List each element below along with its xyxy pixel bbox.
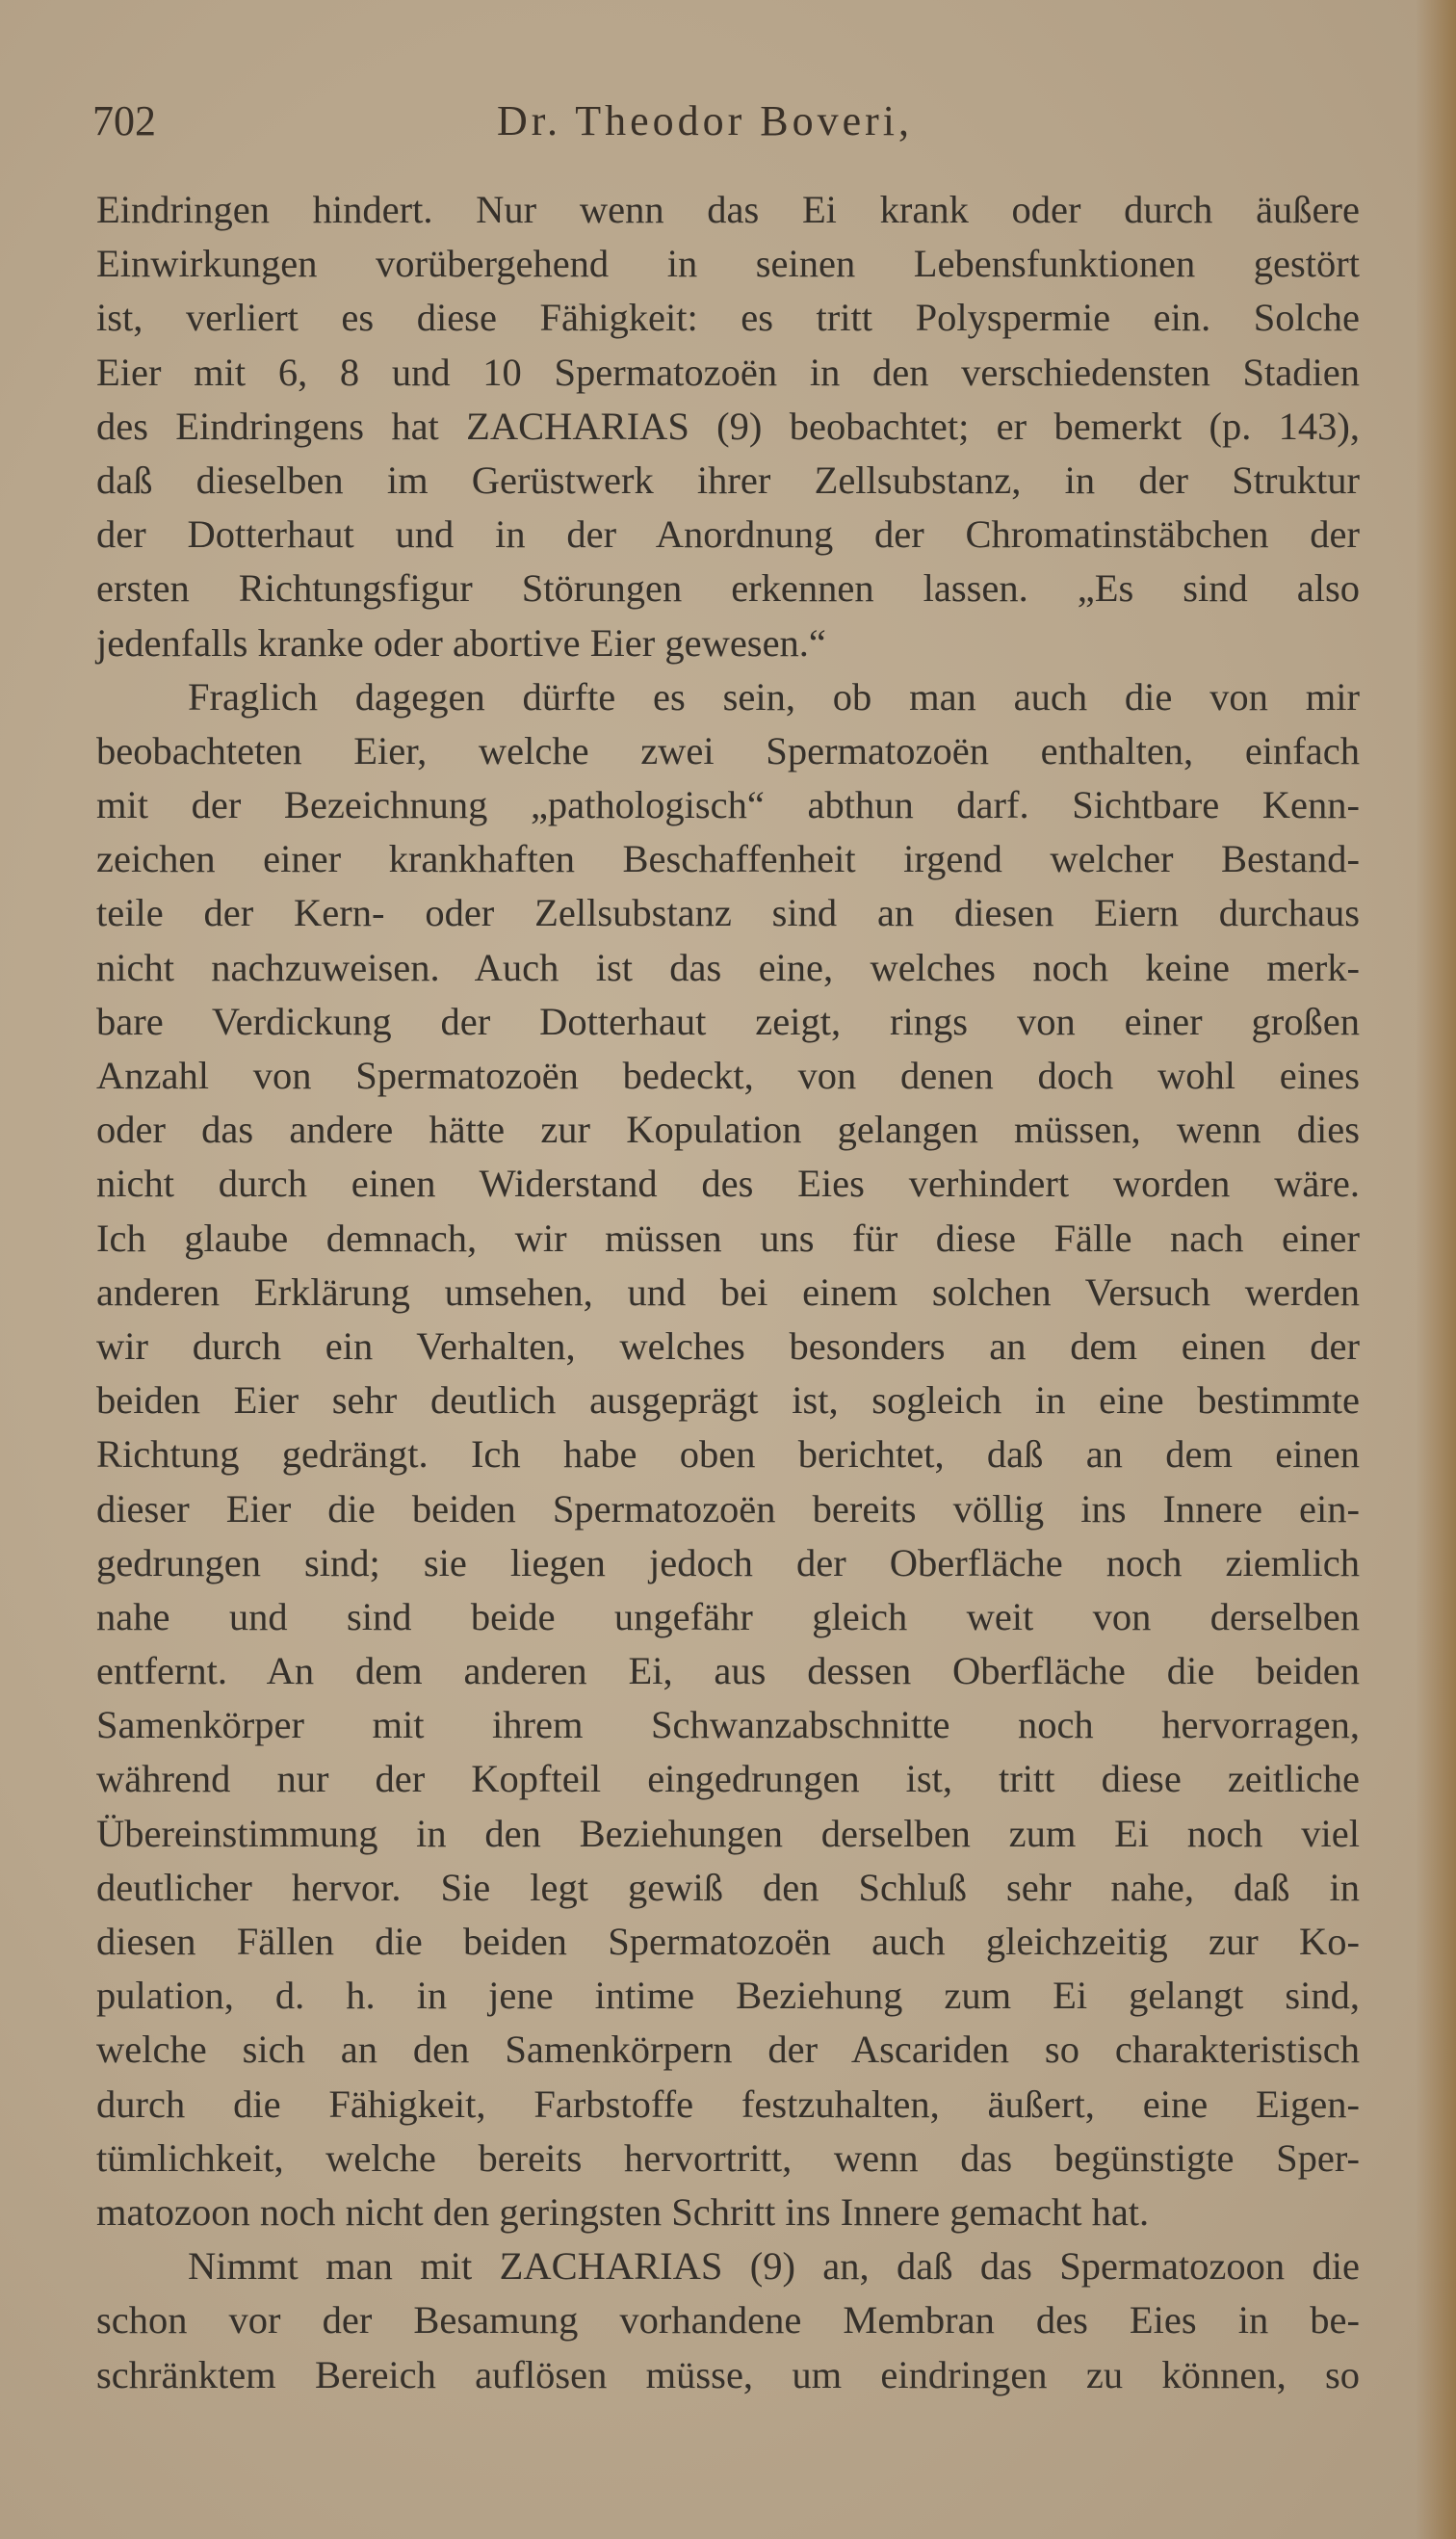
text-line: nicht nachzuweisen. Auch ist das eine, welches noch keine merk- <box>96 945 1360 989</box>
text-line: matozoon noch nicht den geringsten Schritt ins Innere gemacht hat. <box>96 2189 1150 2234</box>
text-line: Richtung gedrängt. Ich habe oben berichtet, daß an dem einen <box>96 1432 1360 1477</box>
body-text <box>96 183 1360 2402</box>
text-line: diesen Fällen die beiden Spermatozoën auch gleichzeitig zur Ko- <box>96 1920 1360 1963</box>
text-line: daß dieselben im Gerüstwerk ihrer Zellsubstanz, in der Struktur <box>96 458 1360 502</box>
text-line: Anzahl von Spermatozoën bedeckt, von denen doch wohl eines <box>96 1054 1360 1097</box>
text-line: deutlicher hervor. Sie legt gewiß den Schluß sehr nahe, daß in <box>96 1865 1360 1909</box>
text-line: durch die Fähigkeit, Farbstoffe festzuhalten, äußert, eine Eigen- <box>96 2081 1360 2126</box>
running-head <box>92 96 1364 154</box>
text-line: dieser Eier die beiden Spermatozoën bereits völlig ins Innere ein- <box>96 1486 1360 1531</box>
text-line: teile der Kern- oder Zellsubstanz sind an diesen Eiern durchaus <box>96 891 1360 935</box>
text-line: anderen Erklärung umsehen, und bei einem solchen Versuch werden <box>96 1270 1360 1314</box>
page-edge-shadow <box>1416 0 1456 2539</box>
text-line: Einwirkungen vorübergehend in seinen Lebensfunktionen gestört <box>96 242 1360 286</box>
text-line: Fraglich dagegen dürfte es sein, ob man auch die von mir <box>188 674 1360 719</box>
header-author: Dr. Theodor Boveri, <box>497 97 914 144</box>
text-line: während nur der Kopfteil eingedrungen ist, tritt diese zeitliche <box>96 1757 1360 1801</box>
text-line: beobachteten Eier, welche zwei Spermatozoën enthalten, einfach <box>96 728 1360 772</box>
text-line: wir durch ein Verhalten, welches besonders an dem einen der <box>96 1323 1360 1368</box>
text-line: mit der Bezeichnung „pathologisch“ abthun darf. Sichtbare Kenn- <box>96 783 1360 827</box>
text-line: der Dotterhaut und in der Anordnung der Chromatinstäbchen der <box>96 512 1360 557</box>
text-line: oder das andere hätte zur Kopulation gelangen müssen, wenn dies <box>96 1108 1360 1152</box>
text-line: nahe und sind beide ungefähr gleich weit von derselben <box>96 1594 1360 1638</box>
text-line: zeichen einer krankhaften Beschaffenheit irgend welcher Bestand- <box>96 837 1360 881</box>
text-line: entfernt. An dem anderen Ei, aus dessen Oberfläche die beiden <box>96 1649 1360 1693</box>
text-line: Eindringen hindert. Nur wenn das Ei krank oder durch äußere <box>96 188 1360 231</box>
text-line: bare Verdickung der Dotterhaut zeigt, rings von einer großen <box>96 999 1360 1043</box>
text-line: ist, verliert es diese Fähigkeit: es tritt Polyspermie ein. Solche <box>96 296 1360 340</box>
text-line: gedrungen sind; sie liegen jedoch der Oberfläche noch ziemlich <box>96 1540 1360 1584</box>
text-line: beiden Eier sehr deutlich ausgeprägt ist, sogleich in eine bestimmte <box>96 1378 1360 1423</box>
text-line: Nimmt man mit ZACHARIAS (9) an, daß das Spermatozoon die <box>188 2244 1360 2289</box>
text-line: Übereinstimmung in den Beziehungen derselben zum Ei noch viel <box>96 1811 1360 1855</box>
text-line: schränktem Bereich auflösen müsse, um eindringen zu können, so <box>96 2352 1360 2396</box>
text-line: tümlichkeit, welche bereits hervortritt, wenn das begünstigte Sper- <box>96 2135 1360 2180</box>
text-line: Samenkörper mit ihrem Schwanzabschnitte noch hervorragen, <box>96 1703 1360 1747</box>
text-line: welche sich an den Samenkörpern der Ascariden so charakteristisch <box>96 2028 1360 2072</box>
text-line: pulation, d. h. in jene intime Beziehung zum Ei gelangt sind, <box>96 1974 1360 2018</box>
page-number: 702 <box>92 97 156 144</box>
text-line: ersten Richtungsfigur Störungen erkennen lassen. „Es sind also <box>96 566 1360 611</box>
text-line: Ich glaube demnach, wir müssen uns für diese Fälle nach einer <box>96 1216 1360 1260</box>
text-line: Eier mit 6, 8 und 10 Spermatozoën in den verschiedensten Stadien <box>96 350 1360 394</box>
text-line: jedenfalls kranke oder abortive Eier gewesen.“ <box>96 620 826 665</box>
text-line: nicht durch einen Widerstand des Eies verhindert worden wäre. <box>96 1162 1360 1206</box>
text-line: des Eindringens hat ZACHARIAS (9) beobachtet; er bemerkt (p. 143), <box>96 404 1360 448</box>
text-line: schon vor der Besamung vorhandene Membran des Eies in be- <box>96 2298 1360 2343</box>
